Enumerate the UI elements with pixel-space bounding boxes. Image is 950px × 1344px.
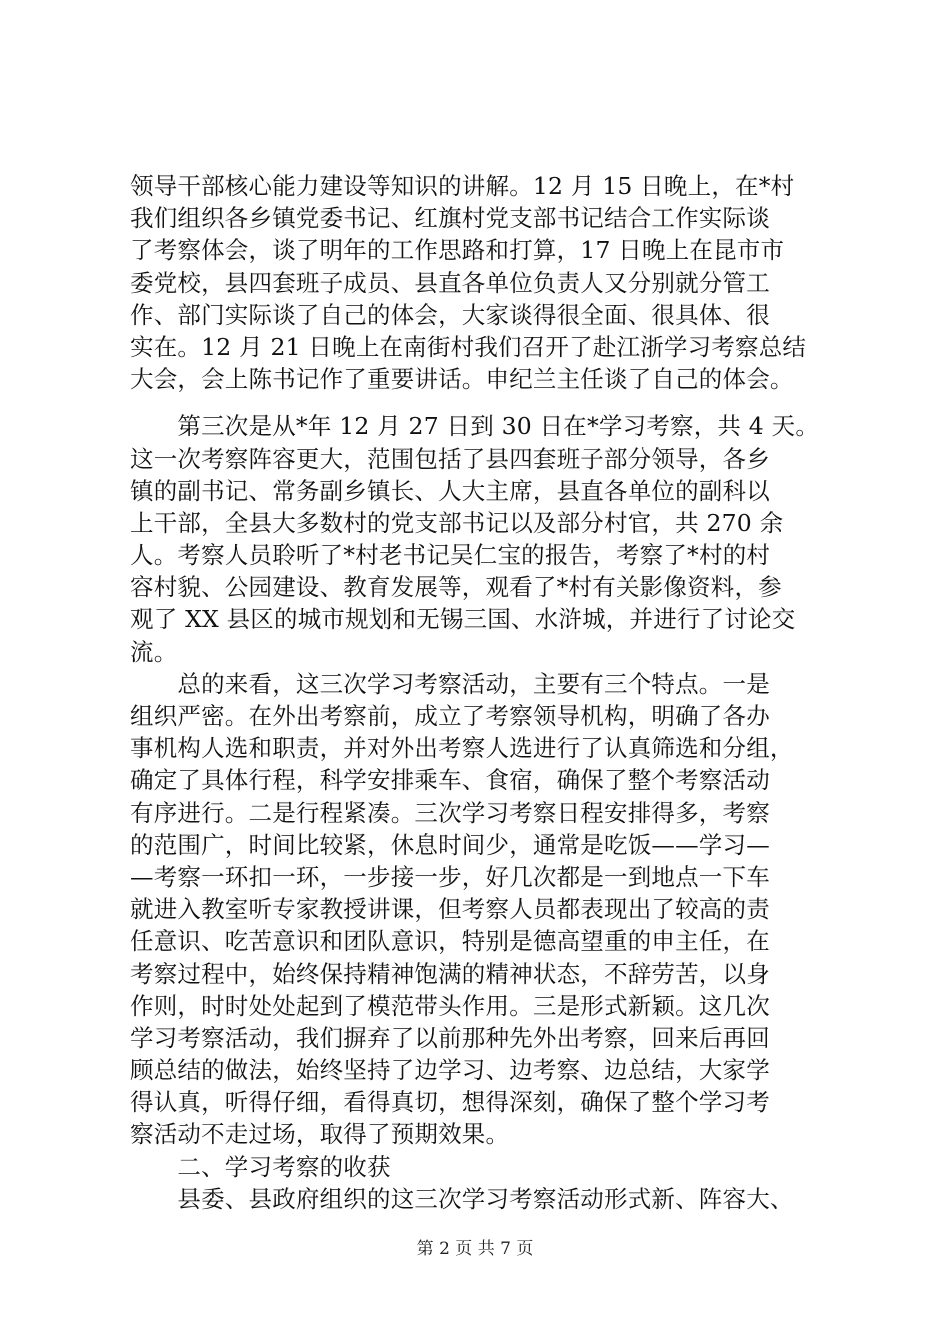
text-line: 确定了具体行程，科学安排乘车、食宿，确保了整个考察活动 [130, 766, 770, 795]
text-line: 镇的副书记、常务副乡镇长、人大主席，县直各单位的副科以 [130, 476, 770, 505]
text-line: 作、部门实际谈了自己的体会，大家谈得很全面、很具体、很 [130, 300, 770, 329]
text-line: 任意识、吃苦意识和团队意识，特别是德高望重的申主任，在 [130, 927, 770, 956]
text-line: 二、学习考察的收获 [130, 1152, 391, 1181]
text-line: 组织严密。在外出考察前，成立了考察领导机构，明确了各办 [130, 702, 770, 730]
text-line: 学习考察活动，我们摒弃了以前那种先外出考察，回来后再回 [130, 1023, 770, 1052]
text-line: 顾总结的做法，始终坚持了边学习、边考察、边总结，大家学 [130, 1056, 770, 1085]
text-line: 考察过程中，始终保持精神饱满的精神状态，不辞劳苦，以身 [130, 959, 770, 988]
text-line: 流。 [130, 637, 178, 666]
page-footer: 第 2 页 共 7 页 [416, 1239, 534, 1259]
text-line: —考察一环扣一环，一步接一步，好几次都是一到地点一下车 [130, 862, 770, 891]
text-line: 总的来看，这三次学习考察活动，主要有三个特点。一是 [130, 669, 770, 698]
text-line: 大会，会上陈书记作了重要讲话。申纪兰主任谈了自己的体会。 [130, 365, 794, 394]
text-line: 第三次是从*年 12 月 27 日到 30 日在*学习考察，共 4 天。 [130, 412, 820, 441]
text-line: 上干部，全县大多数村的党支部书记以及部分村官，共 270 余 [130, 508, 784, 537]
text-line: 了考察体会，谈了明年的工作思路和打算，17 日晚上在昆市市 [130, 236, 785, 265]
text-line: 作则，时时处处起到了模范带头作用。三是形式新颖。这几次 [130, 991, 770, 1020]
text-line: 察活动不走过场，取得了预期效果。 [130, 1120, 510, 1149]
text-line: 人。考察人员聆听了*村老书记吴仁宝的报告，考察了*村的村 [130, 541, 771, 570]
text-line: 就进入教室听专家教授讲课，但考察人员都表现出了较高的责 [130, 895, 770, 924]
text-line: 领导干部核心能力建设等知识的讲解。12 月 15 日晚上，在*村 [130, 172, 795, 200]
paragraph [130, 410, 850, 1215]
text-line: 我们组织各乡镇党委书记、红旗村党支部书记结合工作实际谈 [130, 204, 770, 233]
text-line: 的范围广，时间比较紧，休息时间少，通常是吃饭——学习— [130, 830, 770, 859]
text-line: 事机构人选和职责，并对外出考察人选进行了认真筛选和分组， [130, 734, 794, 763]
text-line: 观了 XX 县区的城市规划和无锡三国、水浒城，并进行了讨论交 [130, 605, 796, 634]
text-line: 有序进行。二是行程紧凑。三次学习考察日程安排得多，考察 [130, 798, 770, 827]
paragraph [130, 170, 850, 395]
text-line: 县委、县政府组织的这三次学习考察活动形式新、阵容大、 [130, 1184, 794, 1213]
text-line: 得认真，听得仔细，看得真切，想得深刻，确保了整个学习考 [130, 1088, 770, 1117]
text-line: 这一次考察阵容更大，范围包括了县四套班子部分领导，各乡 [130, 444, 770, 473]
text-line: 实在。12 月 21 日晚上在南街村我们召开了赴江浙学习考察总结 [130, 332, 807, 361]
text-line: 容村貌、公园建设、教育发展等，观看了*村有关影像资料，参 [130, 573, 782, 602]
paragraph-gap [130, 395, 850, 410]
document-body [130, 170, 850, 1215]
text-line: 委党校，县四套班子成员、县直各单位负责人又分别就分管工 [130, 268, 770, 297]
